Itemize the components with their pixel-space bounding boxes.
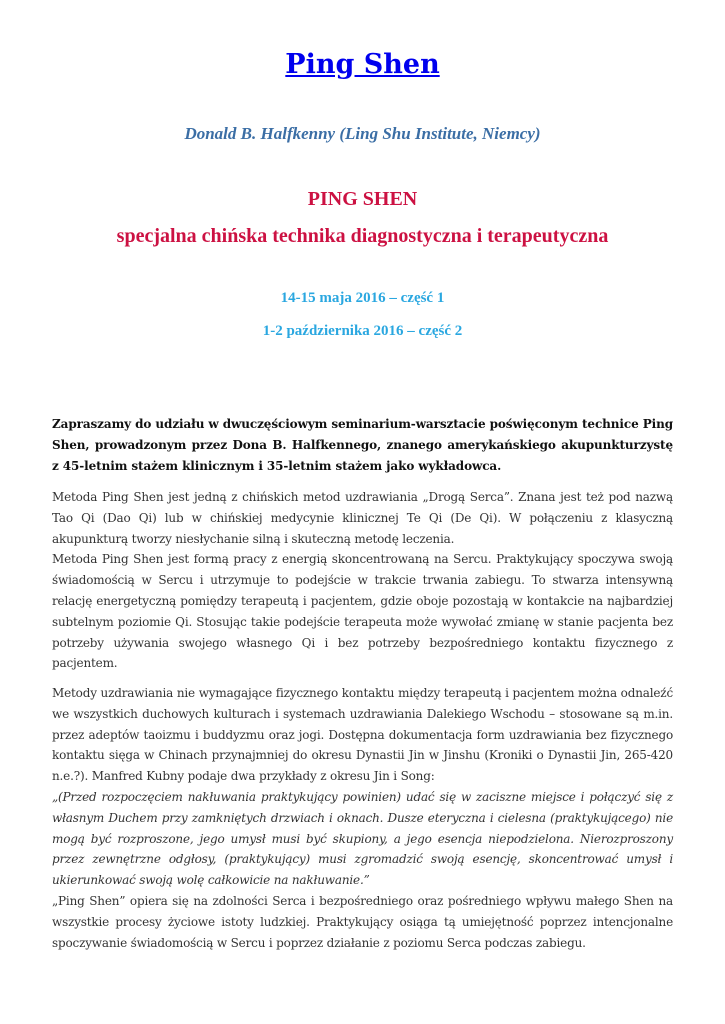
paragraph-history <box>52 683 673 953</box>
page-title-link[interactable]: Ping Shen <box>285 49 440 80</box>
date-line-part-1: 14-15 maja 2016 – część 1 <box>280 290 445 306</box>
paragraph-history-text: Metody uzdrawiania nie wymagające fizycznego kontaktu między terapeutą i pacjentem można odnaleźć we wszystkich duchowych kulturach i systemach uzdrawiania Dalekiego Wschodu – stosowane są m.in. przez adeptów taoizmu i buddyzmu oraz jogi. Dostępna dokumentacja form uzdrawiania bez fizycznego kontaktu sięga w Chinach przynajmniej do okresu Dynastii Jin w Jinshu (Kroniki o Dynastii Jin, 265-420 n.e.?). Manfred Kubny podaje dwa przykłady z okresu Jin i Song: <box>52 686 673 784</box>
paragraph-method-part-2: Metoda Ping Shen jest formą pracy z energią skoncentrowaną na Sercu. Praktykujący spoczywa swoją świadomością w Sercu i utrzymuje to podejście w trakcie trwania zabiegu. To stwarza intensywną relację energetyczną pomiędzy terapeutą i pacjentem, gdzie oboje pozostają w kontakcie na najbardziej subtelnym poziomie Qi. Stosując takie podejście terapeuta może wywołać zmianę w stanie pacjenta bez potrzeby używania swojego własnego Qi i bez potrzeby bezpośredniego kontaktu fizycznego z pacjentem. <box>52 552 673 671</box>
quote-text: „(Przed rozpoczęciem nakłuwania praktykujący powinien) udać się w zaciszne miejsce i połączyć się z własnym Duchem przy zamkniętych drzwiach i oknach. Dusze eteryczna i cielesna (praktykującego) nie mogą być rozproszone, jego umysł musi być skupiony, a jego esencja niepodzielona. Nierozproszony przez zewnętrzne odgłosy, (praktykujący) musi zgromadzić swoją esencję, skoncentrować umysł i ukierunkować swoją wolę całkowicie na nakłuwanie.” <box>52 789 673 888</box>
paragraph-ping-shen: „Ping Shen” opiera się na zdolności Serca i bezpośredniego oraz pośredniego wpływu małego Shen na wszystkie procesy życiowe istoty ludzkiej. Praktykujący osiąga tą umiejętność poprzez intencjonalne spoczywanie świadomością w Sercu i poprzez działanie z poziomu Serca podczas zabiegu. <box>52 893 673 950</box>
paragraph-method <box>52 487 673 674</box>
paragraph-method-part-1: Metoda Ping Shen jest jedną z chińskich metod uzdrawiania „Drogą Serca”. Znana jest też pod nazwą Tao Qi (Dao Qi) lub w chińskiej medycynie klinicznej Te Qi (De Qi). W połączeniu z klasyczną akupunkturą tworzy niesłychanie silną i skuteczną metodę leczenia. <box>52 490 673 546</box>
section-subheading: specjalna chińska technika diagnostyczna i terapeutyczna <box>116 225 609 247</box>
intro-paragraph: Zapraszamy do udziału w dwuczęściowym seminarium-warsztacie poświęconym technice Ping Shen, prowadzonym przez Dona B. Halfkennego, znanego amerykańskiego akupunkturzystę z 45-letnim stażem klinicznym i 35-letnim stażem jako wykładowca. <box>52 417 673 473</box>
date-line-part-2: 1-2 października 2016 – część 2 <box>262 323 463 339</box>
author-line: Donald B. Halfkenny (Ling Shu Institute, Niemcy) <box>184 124 541 143</box>
section-heading: PING SHEN <box>307 188 418 210</box>
